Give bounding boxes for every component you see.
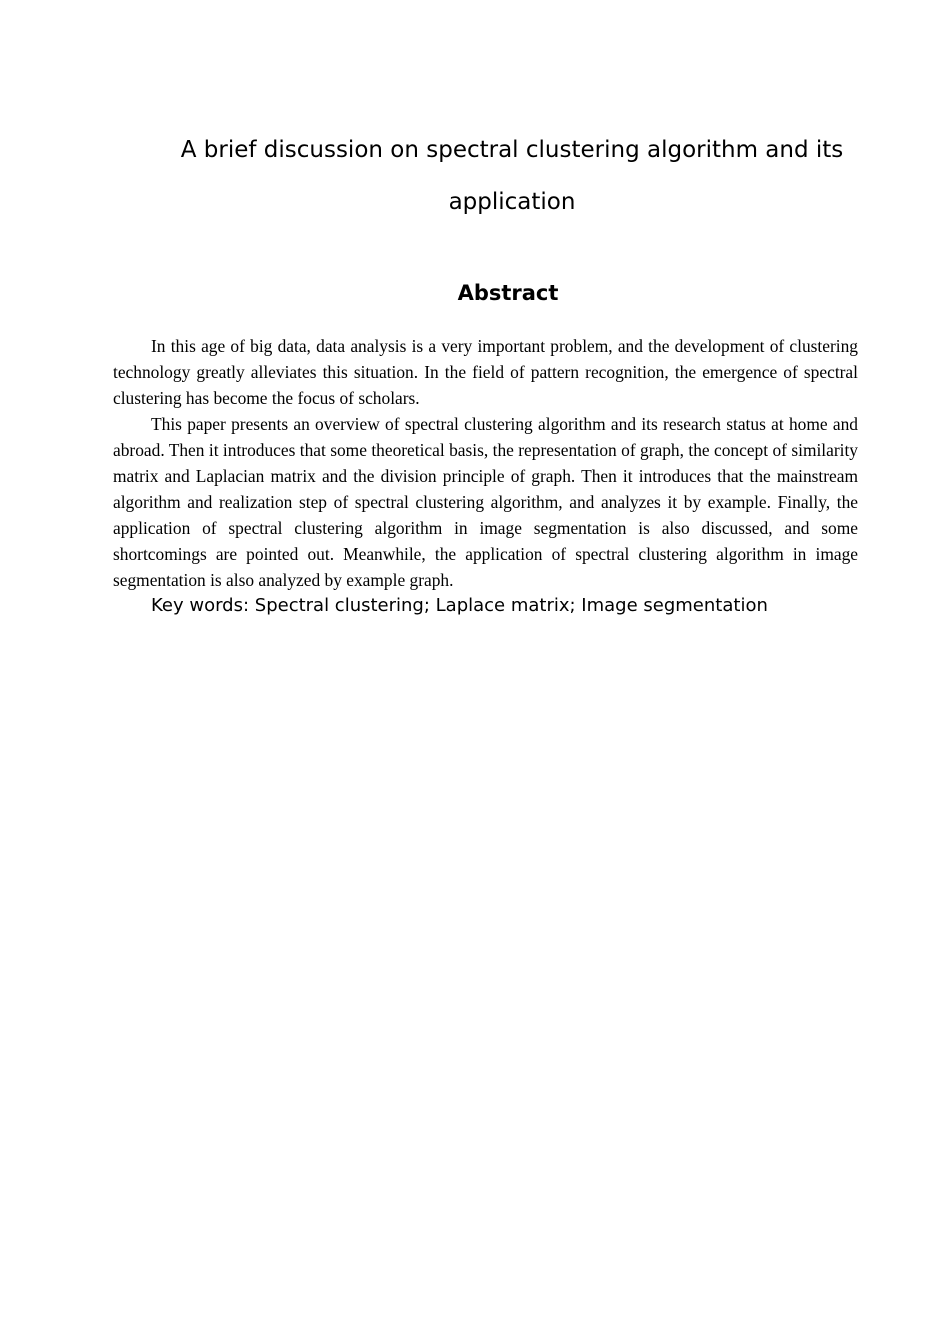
keywords-line: Key words: Spectral clustering; Laplace matrix; Image segmentation: [151, 595, 768, 616]
abstract-paragraph-2: This paper presents an overview of spectral clustering algorithm and its research status at home and abroad. Then it introduces that some theoretical basis, the representation of graph, the concept of similarity matrix and Laplacian matrix and the division principle of graph. Then it introduces that the mainstream algorithm and realization step of spectral clustering algorithm, and analyzes it by example. Finally, the application of spectral clustering algorithm in image segmentation is also discussed, and some shortcomings are pointed out. Meanwhile, the application of spectral clustering algorithm in image segmentation is also analyzed by example graph.: [113, 414, 858, 590]
abstract-body: [113, 333, 858, 619]
abstract-heading: Abstract: [457, 281, 559, 305]
paper-title: A brief discussion on spectral clustering algorithm and its application: [180, 137, 844, 215]
abstract-paragraph-1: In this age of big data, data analysis is a very important problem, and the development of clustering technology greatly alleviates this situation. In the field of pattern recognition, the emergence of spectral clustering has become the focus of scholars.: [113, 336, 858, 408]
